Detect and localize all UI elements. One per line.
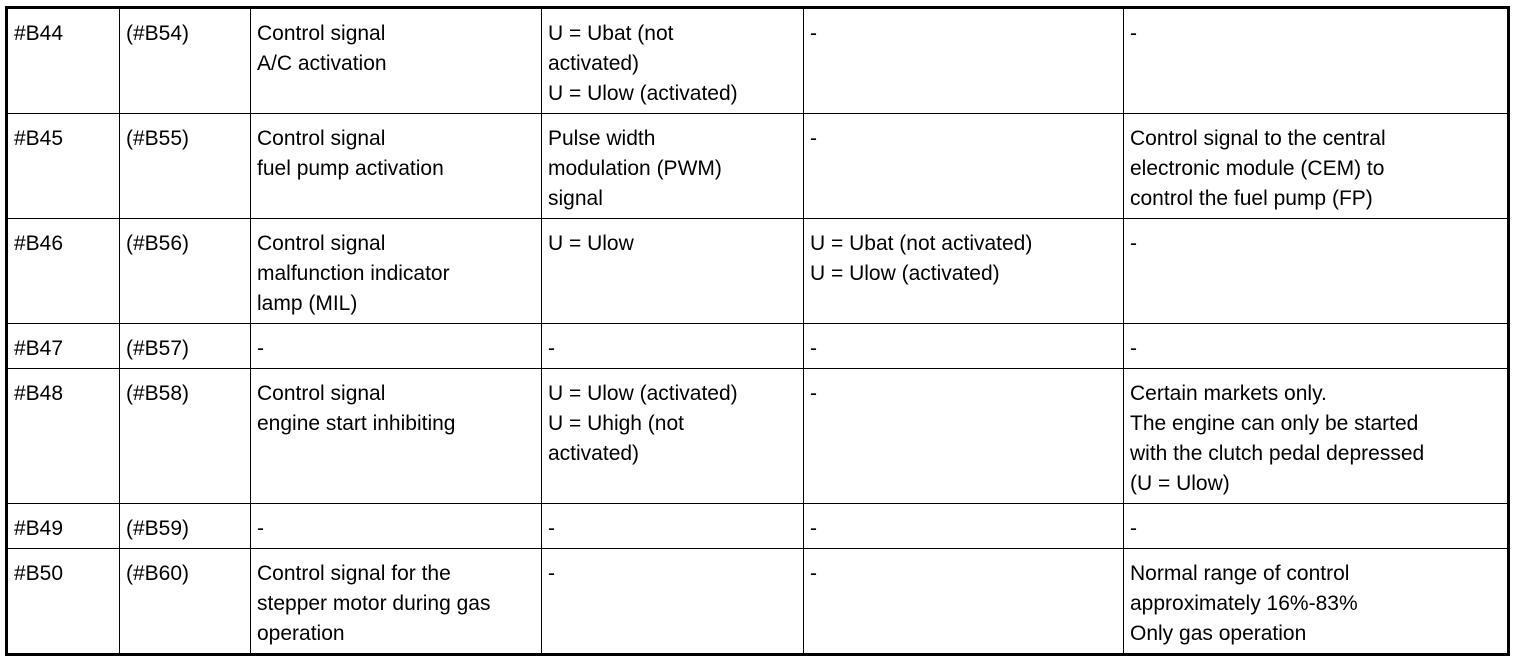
value-cell: - [804, 8, 1124, 114]
alt-pin-cell: (#B55) [120, 114, 251, 219]
note-cell: Control signal to the central electronic module (CEM) to control the fuel pump (FP) [1124, 114, 1509, 219]
signal-cell: U = Ulow (activated) U = Uhigh (not activated) [542, 369, 804, 504]
table-row [7, 324, 1509, 369]
note-cell: - [1124, 324, 1509, 369]
value-cell: - [804, 549, 1124, 655]
value-cell: - [804, 324, 1124, 369]
table-row [7, 219, 1509, 324]
pin-cell: #B45 [7, 114, 120, 219]
alt-pin-cell: (#B59) [120, 504, 251, 549]
signal-cell: - [542, 549, 804, 655]
alt-pin-cell: (#B57) [120, 324, 251, 369]
pin-cell: #B46 [7, 219, 120, 324]
note-cell: - [1124, 8, 1509, 114]
table-row [7, 549, 1509, 655]
alt-pin-cell: (#B54) [120, 8, 251, 114]
function-cell: Control signal engine start inhibiting [251, 369, 542, 504]
signal-cell: - [542, 504, 804, 549]
table-row [7, 114, 1509, 219]
value-cell: - [804, 504, 1124, 549]
signal-cell: U = Ubat (not activated) U = Ulow (activated) [542, 8, 804, 114]
alt-pin-cell: (#B60) [120, 549, 251, 655]
function-cell: Control signal for the stepper motor during gas operation [251, 549, 542, 655]
value-cell: - [804, 369, 1124, 504]
pin-cell: #B49 [7, 504, 120, 549]
alt-pin-cell: (#B56) [120, 219, 251, 324]
note-cell: Certain markets only. The engine can only be started with the clutch pedal depressed (U = Ulow) [1124, 369, 1509, 504]
alt-pin-cell: (#B58) [120, 369, 251, 504]
pin-cell: #B50 [7, 549, 120, 655]
value-cell: - [804, 114, 1124, 219]
signal-cell: - [542, 324, 804, 369]
pin-cell: #B48 [7, 369, 120, 504]
function-cell: Control signal A/C activation [251, 8, 542, 114]
function-cell: - [251, 504, 542, 549]
function-cell: Control signal malfunction indicator lamp (MIL) [251, 219, 542, 324]
table-row [7, 8, 1509, 114]
pin-table [5, 6, 1510, 656]
function-cell: Control signal fuel pump activation [251, 114, 542, 219]
signal-cell: U = Ulow [542, 219, 804, 324]
function-cell: - [251, 324, 542, 369]
pin-cell: #B47 [7, 324, 120, 369]
note-cell: - [1124, 219, 1509, 324]
signal-cell: Pulse width modulation (PWM) signal [542, 114, 804, 219]
pin-cell: #B44 [7, 8, 120, 114]
table-row [7, 504, 1509, 549]
note-cell: - [1124, 504, 1509, 549]
table-row [7, 369, 1509, 504]
value-cell: U = Ubat (not activated) U = Ulow (activated) [804, 219, 1124, 324]
note-cell: Normal range of control approximately 16%-83% Only gas operation [1124, 549, 1509, 655]
